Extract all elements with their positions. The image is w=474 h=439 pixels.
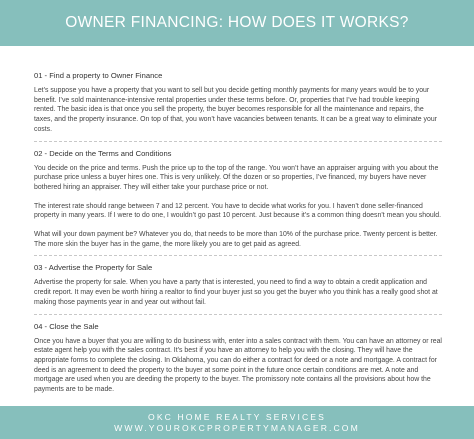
footer-banner <box>0 406 474 439</box>
divider <box>34 314 442 315</box>
section-title-find-property: 01 - Find a property to Owner Finance <box>34 71 163 80</box>
divider <box>34 255 442 256</box>
section-title-advertise: 03 - Advertise the Property for Sale <box>34 263 153 273</box>
section-title-terms: 02 - Decide on the Terms and Conditions <box>34 148 172 158</box>
header-banner <box>0 0 474 46</box>
section-advertise <box>34 263 442 307</box>
footer-company-name: OKC HOME REALTY SERVICES <box>148 411 326 422</box>
section-title-close-sale: 04 - Close the Sale <box>34 321 99 331</box>
footer-website-link[interactable]: WWW.YOUROKCPROPERTYMANAGER.COM <box>114 422 360 433</box>
paragraph: What will your down payment be? Whatever you do, that needs to be more than 10% of the purchase price. Twenty percent is better. The more skin the buyer has in the game, the more likely you are to get paid as agreed. <box>34 231 438 248</box>
paragraph: You decide on the price and terms. Push the price up to the top of the range. You won’t have an appraiser arguing with you about the purchase price unless a buyer hires one. This is very unlikely. Of the dozen or so properties, I’ve financed, my buyers have never bothered hiring an appraiser. They will either take your purchase price or not. <box>34 164 439 191</box>
section-terms <box>34 149 442 250</box>
article-body <box>34 71 442 395</box>
paragraph: Let’s suppose you have a property that you want to sell but you decide getting monthly payments for many years would be to your benefit. I’ve sold maintenance-intensive rental properties under these terms before. Or, properties that I’ve had trouble keeping rented. The basic idea is that once you sell the property, the buyer becomes responsible for all the maintenance and repairs, the taxes, and the property insurance. On top of that, you won’t have vacancies between tenants. It can be a great way to eliminate your costs. <box>34 87 437 133</box>
paragraph: Once you have a buyer that you are willing to do business with, enter into a sales contract with them. You can have an attorney or real estate agent help you with the sales contract. It’s best if you have an attorney to help you with the closing. They will have the appropriate forms to complete the closing. In Oklahoma, you can do either a contract for deed or a note and mortgage. A contract for deed is an agreement to deed the property to the buyer at some point in the future once certain conditions are met. A note and mortgage are used when you are deeding the property to the buyer. The promissory note contains all the provisions about how the payments are to be made. <box>34 337 442 394</box>
paragraph: Advertise the property for sale. When you have a party that is interested, you need to find a way to obtain a credit application and credit report. It may even be worth hiring a realtor to find your buyer just so you get the buyer who you think has a really good shot at making those payments year in and year out without fail. <box>34 279 438 306</box>
section-close-sale <box>34 322 442 395</box>
page-title: OWNER FINANCING: HOW DOES IT WORKS? <box>65 14 409 31</box>
paragraph: The interest rate should range between 7 and 12 percent. You have to decide what works for you. I haven’t done seller-financed property in many years. If I were to do one, I wouldn’t go past 10 percent. Just because it’s a common thing doesn’t mean you should. <box>34 202 442 220</box>
divider <box>34 141 442 142</box>
section-find-property <box>34 71 442 135</box>
